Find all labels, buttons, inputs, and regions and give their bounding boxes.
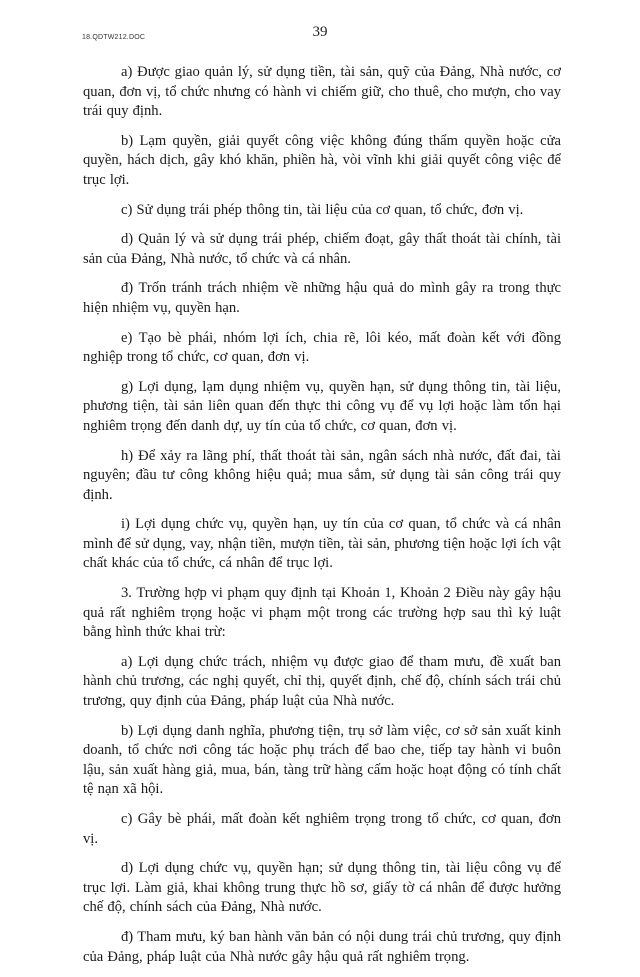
paragraph-d-3: d) Lợi dụng chức vụ, quyền hạn; sử dụng thông tin, tài liệu công vụ để trục lợi. Làm giả, khai không trung thực hồ sơ, giấy tờ cá nhân để được hưởng chế độ, chính sách của Đảng, Nhà nước. <box>83 860 561 916</box>
paragraph-h-1: h) Để xảy ra lãng phí, thất thoát tài sản, ngân sách nhà nước, đất đai, tài nguyên; đầu tư công không hiệu quả; mua sắm, sử dụng tài sản công trái quy định. <box>83 447 561 503</box>
paragraph-b-3: b) Lợi dụng danh nghĩa, phương tiện, trụ sở làm việc, cơ sở sản xuất kinh doanh, tổ chức nơi công tác hoặc phụ trách để bao che, tiếp tay hành vi buôn lậu, sản xuất hàng giả, mua, bán, tàng trữ hàng cấm hoặc hoạt động có tính chất tệ nạn xã hội. <box>83 722 561 798</box>
paragraph-c-1: c) Sử dụng trái phép thông tin, tài liệu của cơ quan, tổ chức, đơn vị. <box>121 201 524 218</box>
paragraph-d-1: d) Quản lý và sử dụng trái phép, chiếm đoạt, gây thất thoát tài chính, tài sản của Đảng, Nhà nước, tổ chức và cá nhân. <box>83 231 561 267</box>
paragraph-dd-3: đ) Tham mưu, ký ban hành văn bản có nội dung trái chủ trương, quy định của Đảng, pháp luật của Nhà nước gây hậu quả rất nghiêm trọng. <box>83 928 561 965</box>
paragraph-c-3: c) Gây bè phái, mất đoàn kết nghiêm trọng trong tổ chức, cơ quan, đơn vị. <box>83 811 561 847</box>
paragraph-dd-1: đ) Trốn tránh trách nhiệm về những hậu quả do mình gây ra trong thực hiện nhiệm vụ, quyền hạn. <box>83 280 561 316</box>
paragraph-a-1: a) Được giao quản lý, sử dụng tiền, tài sản, quỹ của Đảng, Nhà nước, cơ quan, đơn vị, tổ chức nhưng có hành vi chiếm giữ, cho thuê, cho mượn, cho vay trái quy định. <box>83 64 561 120</box>
paragraph-i-1: i) Lợi dụng chức vụ, quyền hạn, uy tín của cơ quan, tổ chức và cá nhân mình để sử dụng, vay, nhận tiền, mượn tiền, tài sản, phương tiện hoặc lợi ích vật chất khác của tổ chức, cá nhân để trục lợi. <box>83 516 561 572</box>
paragraph-a-3: a) Lợi dụng chức trách, nhiệm vụ được giao để tham mưu, đề xuất ban hành chủ trương, các nghị quyết, chỉ thị, quyết định, chế độ, chính sách trái chủ trương, quy định của Đảng, pháp luật của Nhà nước. <box>83 653 561 710</box>
page-number: 39 <box>312 24 328 40</box>
paragraph-e-1: e) Tạo bè phái, nhóm lợi ích, chia rẽ, lôi kéo, mất đoàn kết với đồng nghiệp trong tổ chức, cơ quan, đơn vị. <box>83 329 561 366</box>
document-body <box>83 63 561 977</box>
clause-3: 3. Trường hợp vi phạm quy định tại Khoản 1, Khoản 2 Điều này gây hậu quả rất nghiêm trọng hoặc vi phạm một trong các trường hợp sau thì kỷ luật bằng hình thức khai trừ: <box>83 585 561 641</box>
paragraph-b-1: b) Lạm quyền, giải quyết công việc không đúng thẩm quyền hoặc cửa quyền, hách dịch, gây khó khăn, phiền hà, vòi vĩnh khi giải quyết công việc để trục lợi. <box>83 132 561 188</box>
file-name-label: 18.QDTW212.DOC <box>82 34 146 41</box>
paragraph-g-1: g) Lợi dụng, lạm dụng nhiệm vụ, quyền hạn, sử dụng thông tin, tài liệu, phương tiện, tài sản liên quan đến thực thi công vụ để vụ lợi hoặc làm tổn hại nghiêm trọng đến danh dự, uy tín của tổ chức, cơ quan, đơn vị. <box>83 378 561 434</box>
